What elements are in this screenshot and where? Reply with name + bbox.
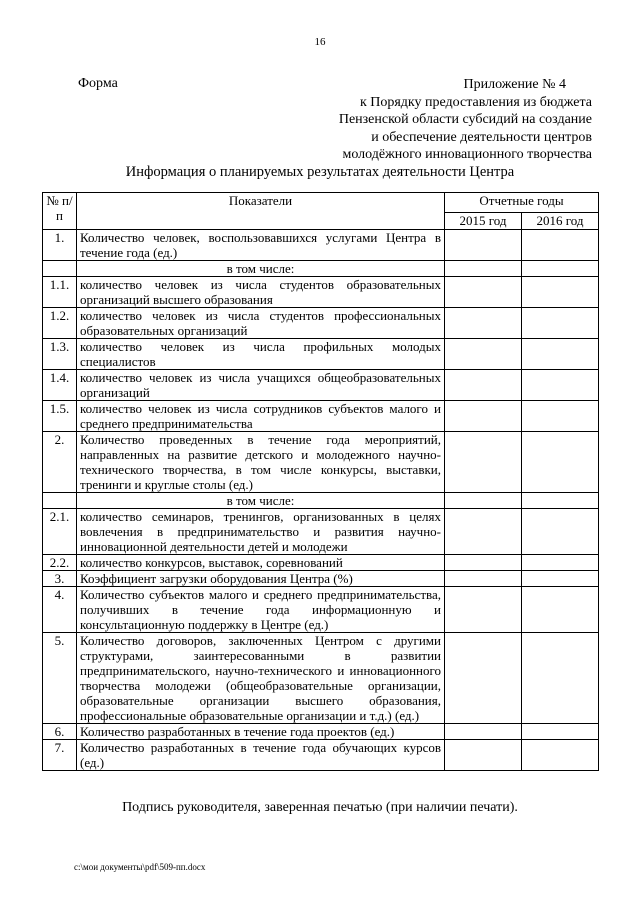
appendix-block — [300, 76, 592, 164]
value-cell-2016[interactable] — [522, 571, 599, 587]
value-cell-2015[interactable] — [445, 308, 522, 339]
table-row — [43, 401, 599, 432]
value-cell-2015[interactable] — [445, 401, 522, 432]
table-row — [43, 432, 599, 493]
value-cell-2016[interactable] — [522, 339, 599, 370]
value-cell-2015[interactable] — [445, 230, 522, 261]
row-number — [43, 493, 77, 509]
value-cell-2015[interactable] — [445, 432, 522, 493]
value-cell-2016[interactable] — [522, 370, 599, 401]
value-cell-2016[interactable] — [522, 230, 599, 261]
file-path: c:\мои документы\pdf\509-пп.docx — [74, 862, 206, 872]
indicator-text: Коэффициент загрузки оборудования Центра (%) — [77, 571, 445, 587]
value-cell-2016[interactable] — [522, 493, 599, 509]
value-cell-2015[interactable] — [445, 277, 522, 308]
value-cell-2016[interactable] — [522, 432, 599, 493]
value-cell-2016[interactable] — [522, 633, 599, 724]
appendix-line: молодёжного инновационного творчества — [342, 147, 592, 162]
table-row — [43, 230, 599, 261]
page-number: 16 — [314, 36, 326, 48]
indicator-text: Количество разработанных в течение года обучающих курсов (ед.) — [77, 740, 445, 771]
value-cell-2015[interactable] — [445, 509, 522, 555]
table-row — [43, 571, 599, 587]
row-number: 2.2. — [43, 555, 77, 571]
value-cell-2015[interactable] — [445, 571, 522, 587]
header-indicators: Показатели — [77, 193, 445, 230]
indicator-text: количество человек из числа студентов образовательных организаций высшего образования — [77, 277, 445, 308]
value-cell-2016[interactable] — [522, 277, 599, 308]
value-cell-2015[interactable] — [445, 633, 522, 724]
value-cell-2016[interactable] — [522, 587, 599, 633]
value-cell-2016[interactable] — [522, 509, 599, 555]
header-report-years: Отчетные годы — [445, 193, 599, 213]
table-row — [43, 277, 599, 308]
header-year-2015: 2015 год — [445, 213, 522, 230]
subheader-text: в том числе: — [77, 261, 445, 277]
value-cell-2015[interactable] — [445, 587, 522, 633]
table-row — [43, 633, 599, 724]
table-row — [43, 587, 599, 633]
row-number: 1.1. — [43, 277, 77, 308]
indicator-text: количество человек из числа студентов профессиональных образовательных организаций — [77, 308, 445, 339]
row-number: 7. — [43, 740, 77, 771]
table-row — [43, 339, 599, 370]
table-row — [43, 724, 599, 740]
table-row — [43, 370, 599, 401]
value-cell-2015[interactable] — [445, 740, 522, 771]
indicator-text: Количество субъектов малого и среднего предпринимательства, получивших в течение года информационную и консультационную поддержку в Центре (ед.) — [77, 587, 445, 633]
table-row — [43, 509, 599, 555]
indicator-text: Количество человек, воспользовавшихся услугами Центра в течение года (ед.) — [77, 230, 445, 261]
table-row — [43, 308, 599, 339]
appendix-line: к Порядку предоставления из бюджета — [359, 94, 592, 110]
row-number: 4. — [43, 587, 77, 633]
header-year-2016: 2016 год — [522, 213, 599, 230]
indicator-text: количество семинаров, тренингов, организованных в целях вовлечения в предпринимательство и развития научно-инновационной деятельности детей и молодежи — [77, 509, 445, 555]
value-cell-2016[interactable] — [522, 261, 599, 277]
results-table — [42, 192, 599, 771]
table-subheader-row — [43, 261, 599, 277]
value-cell-2015[interactable] — [445, 555, 522, 571]
value-cell-2015[interactable] — [445, 493, 522, 509]
form-label: Форма — [78, 76, 118, 91]
row-number: 1.4. — [43, 370, 77, 401]
subheader-text: в том числе: — [77, 493, 445, 509]
row-number — [43, 261, 77, 277]
indicator-text: Количество разработанных в течение года проектов (ед.) — [77, 724, 445, 740]
signature-line: Подпись руководителя, заверенная печатью (при наличии печати). — [122, 800, 518, 815]
value-cell-2016[interactable] — [522, 724, 599, 740]
indicator-text: количество человек из числа учащихся общеобразовательных организаций — [77, 370, 445, 401]
row-number: 1.3. — [43, 339, 77, 370]
indicator-text: Количество договоров, заключенных Центром с другими структурами, заинтересованными в развитии предпринимательского, научно-технического и инновационного творчества молодежи (общеобразовательные организации, образовательные организации высшего образования, профессиональные образовательные организации и т.д.) (ед.) — [77, 633, 445, 724]
value-cell-2015[interactable] — [445, 261, 522, 277]
row-number: 6. — [43, 724, 77, 740]
row-number: 1.2. — [43, 308, 77, 339]
appendix-line: и обеспечение деятельности центров — [371, 129, 592, 145]
row-number: 3. — [43, 571, 77, 587]
value-cell-2016[interactable] — [522, 401, 599, 432]
table-subheader-row — [43, 493, 599, 509]
table-title: Информация о планируемых результатах деятельности Центра — [125, 164, 515, 180]
value-cell-2015[interactable] — [445, 724, 522, 740]
row-number: 1. — [43, 230, 77, 261]
value-cell-2016[interactable] — [522, 740, 599, 771]
indicator-text: количество конкурсов, выставок, соревнований — [77, 555, 445, 571]
value-cell-2016[interactable] — [522, 308, 599, 339]
appendix-line: Приложение № 4 — [463, 77, 566, 92]
indicator-text: Количество проведенных в течение года мероприятий, направленных на развитие детского и молодежного научно-технического творчества, в том числе конкурсы, выставки, тренинги и круглые столы (ед.) — [77, 432, 445, 493]
table-row — [43, 555, 599, 571]
row-number: 2. — [43, 432, 77, 493]
row-number: 2.1. — [43, 509, 77, 555]
table-row — [43, 740, 599, 771]
value-cell-2015[interactable] — [445, 339, 522, 370]
indicator-text: количество человек из числа сотрудников субъектов малого и среднего предпринимательства — [77, 401, 445, 432]
appendix-line: Пензенской области субсидий на создание — [338, 112, 592, 127]
indicator-text: количество человек из числа профильных молодых специалистов — [77, 339, 445, 370]
value-cell-2015[interactable] — [445, 370, 522, 401]
row-number: 1.5. — [43, 401, 77, 432]
value-cell-2016[interactable] — [522, 555, 599, 571]
header-num: № п/п — [43, 193, 77, 230]
row-number: 5. — [43, 633, 77, 724]
